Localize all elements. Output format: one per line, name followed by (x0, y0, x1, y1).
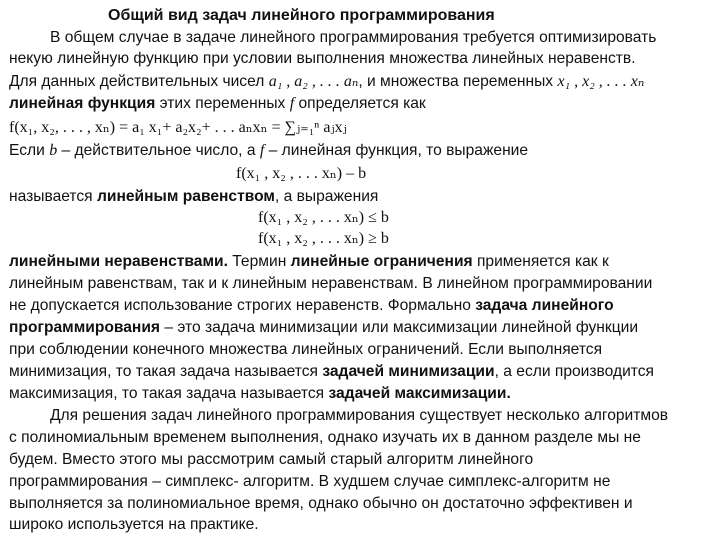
text-line (9, 362, 654, 382)
text-line: будем. Вместо этого мы рассмотрим самый старый алгоритм линейного (9, 451, 534, 468)
text-line: с полиномиальным временем выполнения, однако изучать их в данном разделе мы не (9, 429, 641, 446)
text-span: называется (9, 188, 93, 205)
text-span: – это задача минимизации или максимизации линейной функции (164, 319, 639, 336)
term-linear-function: линейная функция (9, 95, 156, 112)
text-span: максимизация, то такая задача называется (9, 385, 325, 402)
text-span: Термин (232, 253, 287, 270)
formula-b: b (49, 142, 58, 159)
text-line (9, 384, 511, 404)
text-line: В общем случае в задаче линейного программирования требуется оптимизировать (50, 29, 657, 46)
term-lp-problem: задача линейного (475, 297, 614, 314)
term-linear-inequalities: линейными неравенствами. (9, 253, 228, 270)
formula-f: f (259, 142, 265, 159)
text-span: – действительное число, а (61, 142, 256, 159)
text-span: Для данных действительных чисел (9, 73, 265, 90)
term-linear-equality: линейным равенством (96, 188, 275, 205)
formula-coefficients: a₁ , a₂ , . . . aₙ (268, 73, 359, 90)
text-line (9, 94, 426, 114)
formula-equality-expression: f(x₁ , x₂ , . . . xₙ) – b (236, 165, 367, 182)
text-span: , а если производится (494, 363, 654, 380)
text-span: – линейная функция, то выражение (268, 142, 529, 159)
formula-variables: x₁ , x₂ , . . . xₙ (557, 73, 645, 90)
formula-f: f (289, 95, 295, 112)
formula-ge-expression: f(x₁ , x₂ , . . . xₙ) ≥ b (258, 230, 389, 247)
text-span: определяется как (298, 95, 426, 112)
text-span: применяется как к (476, 253, 609, 270)
text-line: широко используется на практике. (9, 516, 259, 533)
text-line (9, 296, 614, 316)
formula-le-expression: f(x₁ , x₂ , . . . xₙ) ≤ b (258, 209, 389, 226)
text-line: линейным равенствам, так и к линейным неравенствам. В линейном программировании (9, 275, 653, 292)
formula-linear-function: f(x₁, x₂, . . . , xₙ) = a₁ x₁+ a₂x₂+ . . . aₙxₙ = ∑ⱼ₌₁ⁿ aⱼxⱼ (9, 119, 347, 136)
text-span: Если (9, 142, 45, 159)
text-line: при соблюдении конечного множества линейных ограничений. Если выполняется (9, 341, 603, 358)
text-span: , и множества переменных (358, 73, 554, 90)
text-line (9, 187, 378, 207)
text-line (9, 72, 644, 92)
text-line (9, 252, 609, 272)
text-span: не допускается использование строгих неравенств. Формально (9, 297, 471, 314)
text-span: минимизация, то такая задача называется (9, 363, 318, 380)
text-line: программирования – симплекс- алгоритм. В худшем случае симплекс-алгоритм не (9, 473, 611, 490)
page-title: Общий вид задач линейного программирования (108, 7, 495, 24)
term-minimization-problem: задачей минимизации (322, 363, 495, 380)
text-line: Для решения задач линейного программирования существует несколько алгоритмов (50, 407, 669, 424)
text-span: , а выражения (274, 188, 379, 205)
text-span: этих переменных (159, 95, 286, 112)
term-lp-problem-cont: программирования (9, 319, 161, 336)
term-maximization-problem: задачей максимизации. (328, 385, 511, 402)
text-line (9, 318, 638, 338)
term-linear-constraints: линейные ограничения (290, 253, 473, 270)
text-line: выполняется за полиномиальное время, однако обычно он достаточно эффективен и (9, 495, 633, 512)
text-line (9, 141, 528, 161)
text-line: некую линейную функцию при условии выполнения множества линейных неравенств. (9, 50, 636, 67)
